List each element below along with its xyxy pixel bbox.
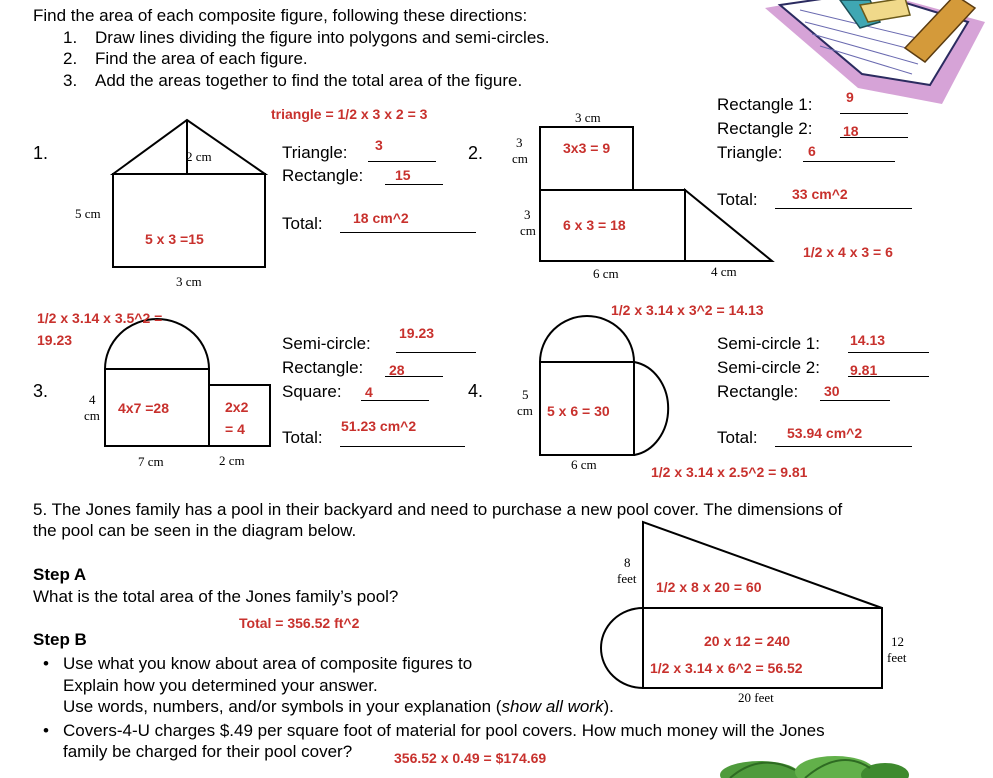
problem2-work-mid: 6 x 3 = 18 xyxy=(563,217,626,233)
problem3-rect-label: Rectangle: xyxy=(282,358,364,377)
problem5-intro-line1: 5. The Jones family has a pool in their backyard and need to purchase a new pool cover. The dimensions of xyxy=(33,500,843,519)
problem1-rect-blank xyxy=(385,184,443,185)
problem4-label-left-a: 5 xyxy=(522,387,529,402)
problem1-label-bottom: 3 cm xyxy=(176,274,202,289)
pool-work-rect: 20 x 12 = 240 xyxy=(704,633,791,649)
pool-label-12: 12 xyxy=(891,634,904,649)
problem2-triangle-blank xyxy=(803,161,895,162)
problem4-semi1-answer: 14.13 xyxy=(850,332,886,348)
problem3-square-label: Square: xyxy=(282,382,342,401)
problem3-label-left-b: cm xyxy=(84,408,100,423)
problem3-semi-answer: 19.23 xyxy=(399,325,435,341)
problem2-label-left-top-b: cm xyxy=(512,151,528,166)
problem2-triangle-label: Triangle: xyxy=(717,143,783,162)
problem2-rect1-blank xyxy=(840,113,908,114)
problem1-work-triangle: triangle = 1/2 x 3 x 2 = 3 xyxy=(271,106,428,122)
problem3-total-label: Total: xyxy=(282,428,323,447)
problem2-rect2-answer: 18 xyxy=(843,123,859,139)
problem2-total-answer: 33 cm^2 xyxy=(792,186,848,202)
problem4-number: 4. xyxy=(468,381,484,401)
problem5-intro-line2: the pool can be seen in the diagram below. xyxy=(33,521,357,540)
bullet-2-answer: 356.52 x 0.49 = $174.69 xyxy=(394,750,547,766)
problem1-label-top: 2 cm xyxy=(186,149,212,164)
problem2-label-top: 3 cm xyxy=(575,110,601,125)
pool-label-12-unit: feet xyxy=(887,650,907,665)
bullet-2-line1: Covers-4-U charges $.49 per square foot of material for pool covers. How much money will the Jones xyxy=(63,721,825,740)
problem3-work-sq-b: = 4 xyxy=(225,421,245,437)
problem3-work-semi-a: 1/2 x 3.14 x 3.5^2 = xyxy=(37,310,163,326)
bullet-1-line3-text: Use words, numbers, and/or symbols in your explanation ( xyxy=(63,697,502,716)
problem2-label-bottom-tri: 4 cm xyxy=(711,264,737,279)
problem2-total-blank xyxy=(775,208,912,209)
direction-step-3: Add the areas together to find the total area of the figure. xyxy=(95,71,523,90)
problem2-label-left-bot-a: 3 xyxy=(524,207,531,222)
problem3-rect-answer: 28 xyxy=(389,362,405,378)
problem3-total-blank xyxy=(340,446,465,447)
problem4-figure xyxy=(540,316,668,455)
problem2-triangle-answer: 6 xyxy=(808,143,816,159)
problem2-total-label: Total: xyxy=(717,190,758,209)
bullet-1-line3-italic: show all work xyxy=(501,697,604,716)
pool-label-8-unit: feet xyxy=(617,571,637,586)
problem4-semi1-blank xyxy=(848,352,929,353)
problem4-total-answer: 53.94 cm^2 xyxy=(787,425,863,441)
problem3-figure xyxy=(105,319,270,446)
problem3-semi-label: Semi-circle: xyxy=(282,334,371,353)
problem3-label-bottom-sq: 2 cm xyxy=(219,453,245,468)
problem1-triangle-blank xyxy=(368,161,436,162)
problem1-number: 1. xyxy=(33,143,49,163)
direction-step-1: Draw lines dividing the figure into polygons and semi-circles. xyxy=(95,28,550,47)
problem1-rect-answer: 15 xyxy=(395,167,411,183)
problem4-total-label: Total: xyxy=(717,428,758,447)
bullet-1-line1: Use what you know about area of composite figures to xyxy=(63,654,473,673)
direction-number-1: 1. xyxy=(63,28,78,47)
problem4-semi2-label: Semi-circle 2: xyxy=(717,358,820,377)
problem2-label-bottom-rect: 6 cm xyxy=(593,266,619,281)
bullet-1-marker: • xyxy=(43,654,49,673)
problem1-triangle-answer: 3 xyxy=(375,137,383,153)
problem3-square-answer: 4 xyxy=(365,384,373,400)
step-a-question: What is the total area of the Jones family’s pool? xyxy=(33,587,399,606)
problem3-work-rect: 4x7 =28 xyxy=(118,400,169,416)
problem2-label-left-bot-b: cm xyxy=(520,223,536,238)
problem2-rect1-answer: 9 xyxy=(846,89,854,105)
directions-intro: Find the area of each composite figure, following these directions: xyxy=(33,6,528,25)
step-a-title: Step A xyxy=(33,565,87,584)
problem1-triangle-label: Triangle: xyxy=(282,143,348,162)
problem3-number: 3. xyxy=(33,381,49,401)
problem4-label-bottom: 6 cm xyxy=(571,457,597,472)
problem2-number: 2. xyxy=(468,143,484,163)
pool-label-20: 20 feet xyxy=(738,690,774,705)
problem3-work-sq-a: 2x2 xyxy=(225,399,249,415)
step-a-answer: Total = 356.52 ft^2 xyxy=(239,615,360,631)
problem4-rect-label: Rectangle: xyxy=(717,382,799,401)
problem4-total-blank xyxy=(775,446,912,447)
problem3-square-blank xyxy=(361,400,429,401)
problem4-semi1-label: Semi-circle 1: xyxy=(717,334,820,353)
problem4-work-bottom: 1/2 x 3.14 x 2.5^2 = 9.81 xyxy=(651,464,808,480)
problem2-label-left-top-a: 3 xyxy=(516,135,523,150)
problem2-rect2-label: Rectangle 2: xyxy=(717,119,813,138)
pool-label-8: 8 xyxy=(624,555,631,570)
problem3-total-answer: 51.23 cm^2 xyxy=(341,418,417,434)
direction-number-3: 3. xyxy=(63,71,78,90)
direction-number-2: 2. xyxy=(63,49,78,68)
pool-work-triangle: 1/2 x 8 x 20 = 60 xyxy=(656,579,762,595)
bullet-1-line2: Explain how you determined your answer. xyxy=(63,676,378,695)
problem3-label-bottom-rect: 7 cm xyxy=(138,454,164,469)
problem1-work-rect: 5 x 3 =15 xyxy=(145,231,204,247)
bullet-1-line3-end: ). xyxy=(603,697,614,716)
problem4-rect-blank xyxy=(820,400,890,401)
bullet-2-marker: • xyxy=(43,721,49,740)
problem1-total-blank xyxy=(340,232,476,233)
problem2-rect1-label: Rectangle 1: xyxy=(717,95,813,114)
direction-step-2: Find the area of each figure. xyxy=(95,49,308,68)
problem1-rect-label: Rectangle: xyxy=(282,166,364,185)
problem1-label-left: 5 cm xyxy=(75,206,101,221)
problem2-work-top: 3x3 = 9 xyxy=(563,140,611,156)
step-b-title: Step B xyxy=(33,630,87,649)
pool-work-semi: 1/2 x 3.14 x 6^2 = 56.52 xyxy=(650,660,803,676)
problem4-label-left-b: cm xyxy=(517,403,533,418)
problem4-semi2-answer: 9.81 xyxy=(850,362,878,378)
problem4-rect-answer: 30 xyxy=(824,383,840,399)
problem4-work-top: 1/2 x 3.14 x 3^2 = 14.13 xyxy=(611,302,764,318)
problem3-label-left-a: 4 xyxy=(89,392,96,407)
problem3-work-semi-b: 19.23 xyxy=(37,332,73,348)
problem1-total-label: Total: xyxy=(282,214,323,233)
problem4-work-rect: 5 x 6 = 30 xyxy=(547,403,610,419)
problem1-total-answer: 18 cm^2 xyxy=(353,210,409,226)
bullet-1-line3 xyxy=(63,697,614,717)
problem2-work-tri: 1/2 x 4 x 3 = 6 xyxy=(803,244,893,260)
problem3-semi-blank xyxy=(396,352,476,353)
bullet-2-line2: family be charged for their pool cover? xyxy=(63,742,353,761)
